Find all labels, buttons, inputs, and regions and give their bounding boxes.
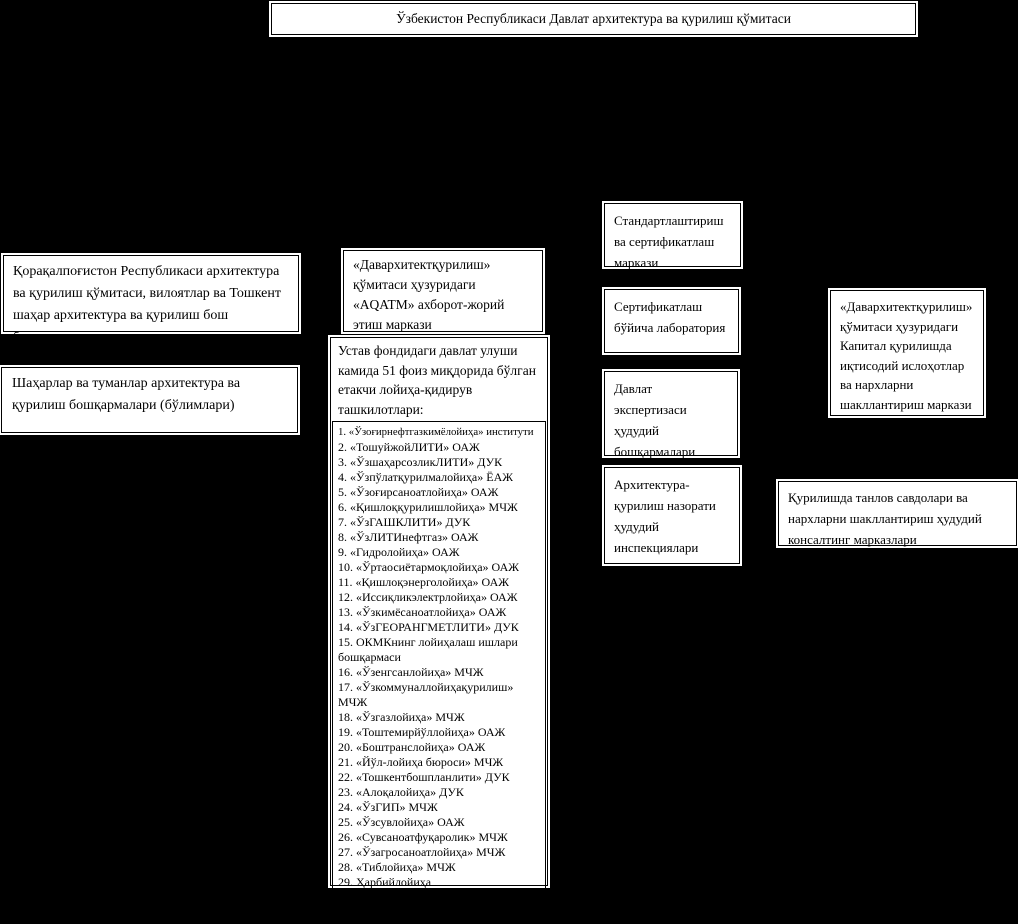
design-org-list-item: 14. «ЎзГЕОРАНГМЕТЛИТИ» ДУК xyxy=(338,620,519,634)
box-regional-consulting-centers: Қурилишда танлов савдолари ва нархларни шакллантириш ҳудудий консалтинг марказлари xyxy=(778,481,1017,546)
design-org-list-item: 23. «Алоқалойиҳа» ДУК xyxy=(338,785,464,799)
design-org-list-item: 29. Ҳарбийлойиҳа xyxy=(338,875,432,889)
box-standardization-certification-center: Стандартлаштириш ва сертификатлаш маркази xyxy=(604,203,741,267)
design-org-list-item: 12. «Иссиқликэлектрлойиҳа» ОАЖ xyxy=(338,590,518,604)
box-state-expertise-departments: Давлат экспертизаси ҳудудий бошқармалари xyxy=(604,371,738,456)
design-org-list-item: 3. «ЎзшаҳарсозликЛИТИ» ДУК xyxy=(338,455,503,469)
design-org-list-item: 2. «ТошуйжойЛИТИ» ОАЖ xyxy=(338,440,480,454)
design-org-list-item: 20. «Боштранслойиҳа» ОАЖ xyxy=(338,740,486,754)
design-org-list-item: 7. «ЎзГАШКЛИТИ» ДУК xyxy=(338,515,471,529)
design-org-list-item: 26. «Сувсаноатфуқаролик» МЧЖ xyxy=(338,830,508,844)
design-orgs-header: Устав фондидаги давлат улуши камида 51 фоиз миқдорида бўлган етакчи лойиҳа-қидирув ташкилотлари: xyxy=(338,343,536,417)
design-org-list-item: 30. «Чегаралойиҳа» ЁАЖ xyxy=(338,890,469,904)
design-org-list-item: 9. «Гидролойиҳа» ОАЖ xyxy=(338,545,460,559)
box-leading-design-orgs xyxy=(330,337,548,919)
design-org-list-item: 18. «Ўзгазлойиҳа» МЧЖ xyxy=(338,710,465,724)
design-org-list-item: 1. «Ўзоғирнефтгазкимёлойиҳа» институти xyxy=(338,426,534,438)
design-org-list-item: 4. «Ўзпўлатқурилмалойиҳа» ЁАЖ xyxy=(338,470,513,484)
design-org-list-item: 6. «Қишлоққурилишлойиҳа» МЧЖ xyxy=(338,500,518,514)
design-org-list-item: 25. «Ўзсувлойиҳа» ОАЖ xyxy=(338,815,465,829)
box-aqatm-center: «Давархитектқурилиш» қўмитаси ҳузуридаги «AQATM» ахборот-жорий этиш маркази xyxy=(343,250,543,332)
design-org-list-item: 8. «ЎзЛИТИнефтгаз» ОАЖ xyxy=(338,530,479,544)
design-org-list-item: 24. «ЎзГИП» МЧЖ xyxy=(338,800,438,814)
box-certification-laboratory: Сертификатлаш бўйича лаборатория xyxy=(604,289,739,353)
design-org-list-item: 11. «Қишлоқэнерголойиҳа» ОАЖ xyxy=(338,575,510,589)
design-org-list-item: 22. «Тошкентбошпланлити» ДУК xyxy=(338,770,510,784)
chart-title-box: Ўзбекистон Республикаси Давлат архитектура ва қурилиш қўмитаси xyxy=(271,3,916,35)
design-org-list-item: 10. «Ўртаосиётармоқлойиҳа» ОАЖ xyxy=(338,560,520,574)
box-capital-construction-reform-center: «Давархитектқурилиш» қўмитаси ҳузуридаги Капитал қурилишда иқтисодий ислоҳотлар ва нархларни шакллантириш маркази xyxy=(830,290,984,416)
design-org-list-item: 28. «Тиблойиҳа» МЧЖ xyxy=(338,860,456,874)
design-org-list-item: 17. «Ўзкоммуналлойиҳақурилиш» МЧЖ xyxy=(338,680,514,709)
design-org-list-item: 16. «Ўзенгсанлойиҳа» МЧЖ xyxy=(338,665,484,679)
design-org-list-item: 21. «Йўл-лойиҳа бюроси» МЧЖ xyxy=(338,755,504,769)
box-regional-committees: Қорақалпоғистон Республикаси архитектура ва қурилиш қўмитаси, вилоятлар ва Тошкент шаҳар архитектура ва қурилиш бош бошқармалари xyxy=(3,255,299,332)
design-org-list-item: 13. «Ўзкимёсаноатлойиҳа» ОАЖ xyxy=(338,605,507,619)
design-orgs-list xyxy=(332,421,546,924)
design-org-list-item: 5. «Ўзоғирсаноатлойиҳа» ОАЖ xyxy=(338,485,499,499)
design-org-list-item: 15. ОКМКнинг лойиҳалаш ишлари бошқармаси xyxy=(338,635,518,664)
box-city-district-departments: Шаҳарлар ва туманлар архитектура ва қурилиш бошқармалари (бўлимлари) xyxy=(1,367,298,433)
design-org-list-item: 31. «Тошгипрогор» ОАЖ xyxy=(338,905,467,919)
design-org-list-item: 19. «Тоштемирйўллойиҳа» ОАЖ xyxy=(338,725,506,739)
box-architecture-construction-inspections: Архитектура-қурилиш назорати ҳудудий инспекциялари xyxy=(604,467,740,564)
design-org-list-item: 27. «Ўзагросаноатлойиҳа» МЧЖ xyxy=(338,845,506,859)
